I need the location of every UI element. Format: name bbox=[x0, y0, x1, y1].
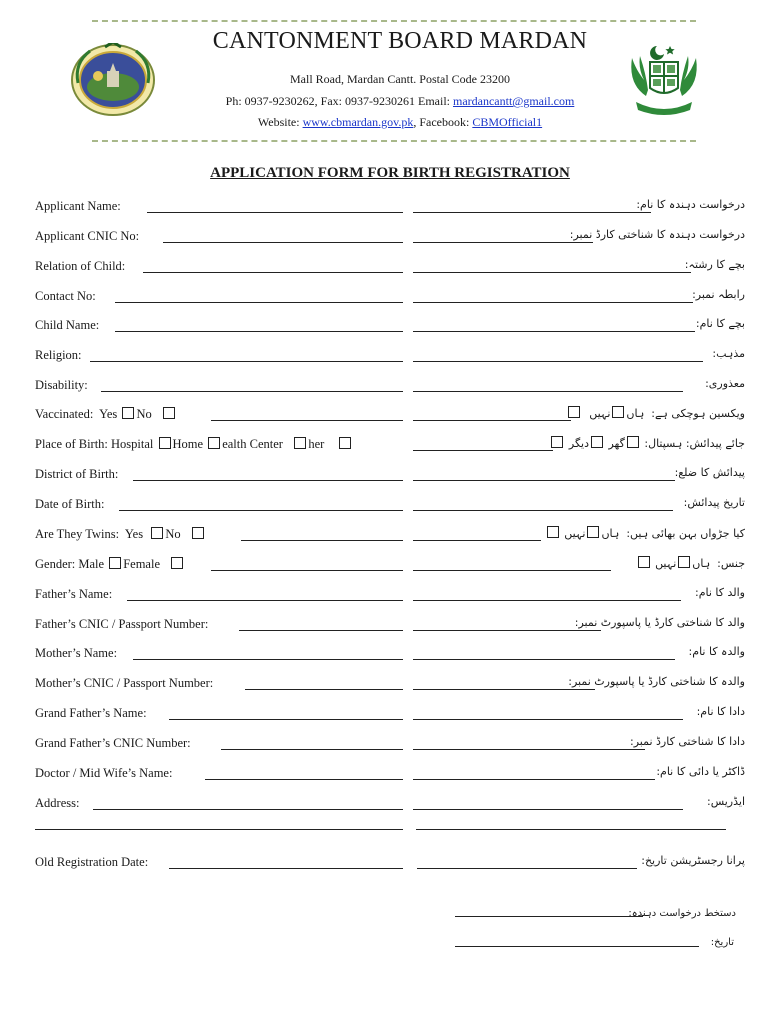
mother-cnic-urdu-input[interactable] bbox=[413, 689, 595, 690]
place-home-label: Home bbox=[172, 437, 204, 451]
place-of-birth-group bbox=[35, 437, 353, 452]
date-of-birth-input[interactable] bbox=[119, 510, 403, 511]
row-doctor-midwife bbox=[35, 766, 745, 786]
website-prefix: Website: bbox=[257, 115, 303, 129]
place-health-center-label: ealth Center bbox=[222, 437, 283, 451]
mother-cnic-urdu-label: والدہ کا شناختی کارڈ یا پاسپورٹ نمبر: bbox=[568, 675, 745, 688]
child-name-urdu-label: بچے کا نام: bbox=[695, 317, 745, 330]
grandfather-name-label: Grand Father’s Name: bbox=[35, 706, 147, 720]
gender-urdu-input[interactable] bbox=[413, 570, 611, 571]
grandfather-cnic-urdu-label: دادا کا شناختی کارڈ نمبر: bbox=[630, 735, 745, 748]
father-name-label: Father’s Name: bbox=[35, 587, 113, 601]
contact-urdu-label: رابطہ نمبر: bbox=[692, 288, 745, 301]
gender-female-checkbox[interactable] bbox=[171, 557, 183, 569]
header-bottom-border bbox=[92, 140, 696, 142]
place-of-birth-input[interactable] bbox=[413, 450, 553, 451]
father-cnic-urdu-input[interactable] bbox=[413, 630, 601, 631]
doctor-midwife-urdu-input[interactable] bbox=[413, 779, 655, 780]
header-top-border bbox=[92, 20, 696, 22]
address-label: Address: bbox=[35, 796, 80, 810]
contact-urdu-input[interactable] bbox=[413, 302, 693, 303]
applicant-name-label: Applicant Name: bbox=[35, 199, 121, 213]
vaccinated-urdu-input[interactable] bbox=[413, 420, 571, 421]
row-contact bbox=[35, 289, 745, 309]
relation-label: Relation of Child: bbox=[35, 259, 126, 273]
address-urdu-line-2[interactable] bbox=[416, 829, 726, 830]
religion-input[interactable] bbox=[90, 361, 403, 362]
old-registration-date-urdu-label: پرانا رجسٹریشن تاریخ: bbox=[641, 854, 745, 867]
place-urdu-other: دیگر bbox=[568, 437, 589, 450]
row-applicant-cnic bbox=[35, 229, 745, 249]
facebook-link[interactable]: CBMOfficial1 bbox=[472, 115, 543, 129]
row-district-of-birth bbox=[35, 467, 745, 487]
twins-group bbox=[35, 527, 206, 542]
contact-label: Contact No: bbox=[35, 289, 96, 303]
mother-name-urdu-label: والدہ کا نام: bbox=[688, 645, 745, 658]
religion-urdu-input[interactable] bbox=[413, 361, 703, 362]
vaccinated-group bbox=[35, 407, 177, 422]
disability-urdu-label: معذوری: bbox=[705, 377, 745, 390]
father-cnic-input[interactable] bbox=[239, 630, 403, 631]
place-urdu-home-checkbox[interactable] bbox=[591, 436, 603, 448]
district-of-birth-urdu-input[interactable] bbox=[413, 480, 675, 481]
gender-label: Gender: bbox=[35, 557, 76, 571]
twins-yes-checkbox[interactable] bbox=[151, 527, 163, 539]
applicant-name-input[interactable] bbox=[147, 212, 403, 213]
gender-male-checkbox[interactable] bbox=[109, 557, 121, 569]
row-old-registration-date bbox=[35, 855, 745, 875]
gender-urdu-no-checkbox[interactable] bbox=[638, 556, 650, 568]
vaccinated-urdu-yes-checkbox[interactable] bbox=[612, 406, 624, 418]
twins-urdu-group bbox=[545, 526, 745, 540]
row-place-of-birth bbox=[35, 437, 745, 457]
row-applicant-name bbox=[35, 199, 745, 219]
father-name-urdu-input[interactable] bbox=[413, 600, 681, 601]
row-grandfather-cnic bbox=[35, 736, 745, 756]
child-name-label: Child Name: bbox=[35, 318, 100, 332]
father-name-input[interactable] bbox=[127, 600, 403, 601]
grandfather-name-input[interactable] bbox=[169, 719, 403, 720]
address-input[interactable] bbox=[93, 809, 403, 810]
vaccinated-yes-label: Yes bbox=[99, 407, 118, 421]
twins-urdu-no-checkbox[interactable] bbox=[547, 526, 559, 538]
place-other-checkbox[interactable] bbox=[339, 437, 351, 449]
district-of-birth-urdu-label: پیدائش کا ضلع: bbox=[674, 466, 745, 479]
place-health-center-checkbox[interactable] bbox=[294, 437, 306, 449]
religion-label: Religion: bbox=[35, 348, 82, 362]
old-registration-date-input[interactable] bbox=[169, 868, 403, 869]
district-of-birth-label: District of Birth: bbox=[35, 467, 119, 481]
disability-label: Disability: bbox=[35, 378, 88, 392]
applicant-name-urdu-input[interactable] bbox=[413, 212, 651, 213]
website-link[interactable]: www.cbmardan.gov.pk bbox=[302, 115, 414, 129]
place-urdu-home: گھر bbox=[608, 437, 625, 450]
old-registration-date-urdu-input[interactable] bbox=[417, 868, 637, 869]
old-registration-date-label: Old Registration Date: bbox=[35, 855, 149, 869]
date-of-birth-urdu-label: تاریخ پیدائش: bbox=[683, 496, 745, 509]
mother-name-urdu-input[interactable] bbox=[413, 659, 675, 660]
place-other-label: her bbox=[308, 437, 325, 451]
date-of-birth-urdu-input[interactable] bbox=[413, 510, 673, 511]
contact-input[interactable] bbox=[115, 302, 403, 303]
relation-urdu-input[interactable] bbox=[413, 272, 691, 273]
organization-title: CANTONMENT BOARD MARDAN bbox=[212, 28, 588, 54]
grandfather-cnic-urdu-input[interactable] bbox=[413, 749, 645, 750]
signature-label: دستخط درخواست دہندہ: bbox=[628, 908, 736, 919]
father-cnic-urdu-label: والد کا شناختی کارڈ یا پاسپورٹ نمبر: bbox=[574, 616, 745, 629]
row-father-cnic bbox=[35, 617, 745, 637]
doctor-midwife-input[interactable] bbox=[205, 779, 403, 780]
vaccinated-urdu-group bbox=[566, 406, 745, 420]
twins-no-label: No bbox=[165, 527, 181, 541]
twins-urdu-input[interactable] bbox=[413, 540, 541, 541]
father-name-urdu-label: والد کا نام: bbox=[694, 586, 745, 599]
place-urdu-hospital-checkbox[interactable] bbox=[627, 436, 639, 448]
row-mother-cnic bbox=[35, 676, 745, 696]
address-line-2[interactable] bbox=[35, 829, 403, 830]
mother-name-input[interactable] bbox=[133, 659, 403, 660]
gender-group bbox=[35, 557, 185, 572]
row-disability bbox=[35, 378, 745, 398]
twins-urdu-no: نہیں bbox=[564, 527, 586, 540]
place-urdu-hospital: ہسپتال bbox=[648, 437, 683, 450]
gender-urdu-label: جنس: bbox=[717, 557, 745, 570]
row-gender bbox=[35, 557, 745, 577]
row-child-name bbox=[35, 318, 745, 338]
vaccinated-urdu-yes: ہاں bbox=[626, 407, 645, 420]
gender-male-label: Male bbox=[78, 557, 105, 571]
religion-urdu-label: مذہب: bbox=[712, 347, 745, 360]
row-mother-name bbox=[35, 646, 745, 666]
vaccinated-yes-checkbox[interactable] bbox=[122, 407, 134, 419]
twins-urdu-label: کیا جڑواں بہن بھائی ہیں: bbox=[626, 527, 745, 540]
place-hospital-label: Hospital bbox=[111, 437, 154, 451]
facebook-prefix: , Facebook: bbox=[413, 115, 473, 129]
applicant-cnic-urdu-label: درخواست دہندہ کا شناختی کارڈ نمبر: bbox=[569, 228, 745, 241]
place-home-checkbox[interactable] bbox=[208, 437, 220, 449]
vaccinated-no-checkbox[interactable] bbox=[163, 407, 175, 419]
mother-cnic-label: Mother’s CNIC / Passport Number: bbox=[35, 676, 214, 690]
twins-urdu-yes: ہاں bbox=[601, 527, 620, 540]
gender-urdu-no: نہیں bbox=[655, 557, 677, 570]
place-of-birth-urdu-group: جائے پیدائش: ہسپتال: گھر دیگر bbox=[549, 436, 745, 450]
vaccinated-label: Vaccinated: bbox=[35, 407, 94, 421]
row-religion bbox=[35, 348, 745, 368]
disability-input[interactable] bbox=[101, 391, 403, 392]
address-urdu-label: ایڈریس: bbox=[707, 795, 745, 808]
grandfather-name-urdu-label: دادا کا نام: bbox=[696, 705, 745, 718]
gender-female-label: Female bbox=[123, 557, 160, 571]
child-name-input[interactable] bbox=[115, 331, 403, 332]
vaccinated-urdu-no-checkbox[interactable] bbox=[568, 406, 580, 418]
child-name-urdu-input[interactable] bbox=[413, 331, 695, 332]
relation-urdu-label: بچے کا رشتہ: bbox=[684, 258, 745, 271]
applicant-name-urdu-label: درخواست دہندہ کا نام: bbox=[636, 198, 745, 211]
applicant-cnic-input[interactable] bbox=[163, 242, 403, 243]
gender-urdu-yes-checkbox[interactable] bbox=[678, 556, 690, 568]
gender-input[interactable] bbox=[211, 570, 403, 571]
twins-yes-label: Yes bbox=[124, 527, 144, 541]
twins-input[interactable] bbox=[241, 540, 403, 541]
row-address bbox=[35, 796, 745, 816]
row-father-name bbox=[35, 587, 745, 607]
contact-numbers: Ph: 0937-9230262, Fax: 0937-9230261 Email: bbox=[225, 94, 453, 108]
address-urdu-input[interactable] bbox=[413, 809, 683, 810]
twins-label: Are They Twins: bbox=[35, 527, 120, 541]
grandfather-cnic-input[interactable] bbox=[221, 749, 403, 750]
doctor-midwife-label: Doctor / Mid Wife’s Name: bbox=[35, 766, 173, 780]
place-hospital-checkbox[interactable] bbox=[159, 437, 171, 449]
applicant-cnic-urdu-input[interactable] bbox=[413, 242, 593, 243]
vaccinated-urdu-label: ویکسین ہوچکی ہے: bbox=[651, 407, 745, 420]
relation-input[interactable] bbox=[143, 272, 403, 273]
row-grandfather-name bbox=[35, 706, 745, 726]
vaccinated-no-label: No bbox=[136, 407, 152, 421]
header-web bbox=[0, 115, 770, 130]
mother-name-label: Mother’s Name: bbox=[35, 646, 118, 660]
vaccinated-urdu-no: نہیں bbox=[589, 407, 611, 420]
place-of-birth-urdu-label: جائے پیدائش: bbox=[685, 437, 745, 450]
signature-date-label: تاریخ: bbox=[710, 937, 734, 948]
header-contact bbox=[0, 94, 770, 109]
gender-urdu-group bbox=[636, 556, 745, 570]
row-date-of-birth bbox=[35, 497, 745, 517]
date-of-birth-label: Date of Birth: bbox=[35, 497, 105, 511]
vaccinated-input[interactable] bbox=[211, 420, 403, 421]
row-relation bbox=[35, 259, 745, 279]
place-of-birth-label: Place of Birth: bbox=[35, 437, 108, 451]
twins-urdu-yes-checkbox[interactable] bbox=[587, 526, 599, 538]
email-link[interactable]: mardancantt@gmail.com bbox=[452, 94, 575, 108]
disability-urdu-input[interactable] bbox=[413, 391, 683, 392]
form-title: APPLICATION FORM FOR BIRTH REGISTRATION bbox=[210, 165, 570, 181]
signature-line[interactable] bbox=[455, 916, 643, 917]
place-urdu-other-checkbox[interactable] bbox=[551, 436, 563, 448]
header-address: Mall Road, Mardan Cantt. Postal Code 23200 bbox=[290, 72, 510, 86]
doctor-midwife-urdu-label: ڈاکٹر یا دائی کا نام: bbox=[656, 765, 745, 778]
grandfather-name-urdu-input[interactable] bbox=[413, 719, 683, 720]
district-of-birth-input[interactable] bbox=[133, 480, 403, 481]
applicant-cnic-label: Applicant CNIC No: bbox=[35, 229, 140, 243]
father-cnic-label: Father’s CNIC / Passport Number: bbox=[35, 617, 209, 631]
row-vaccinated bbox=[35, 407, 745, 427]
gender-urdu-yes: ہاں bbox=[692, 557, 711, 570]
twins-no-checkbox[interactable] bbox=[192, 527, 204, 539]
grandfather-cnic-label: Grand Father’s CNIC Number: bbox=[35, 736, 191, 750]
row-twins bbox=[35, 527, 745, 547]
signature-date-line[interactable] bbox=[455, 946, 699, 947]
mother-cnic-input[interactable] bbox=[245, 689, 403, 690]
